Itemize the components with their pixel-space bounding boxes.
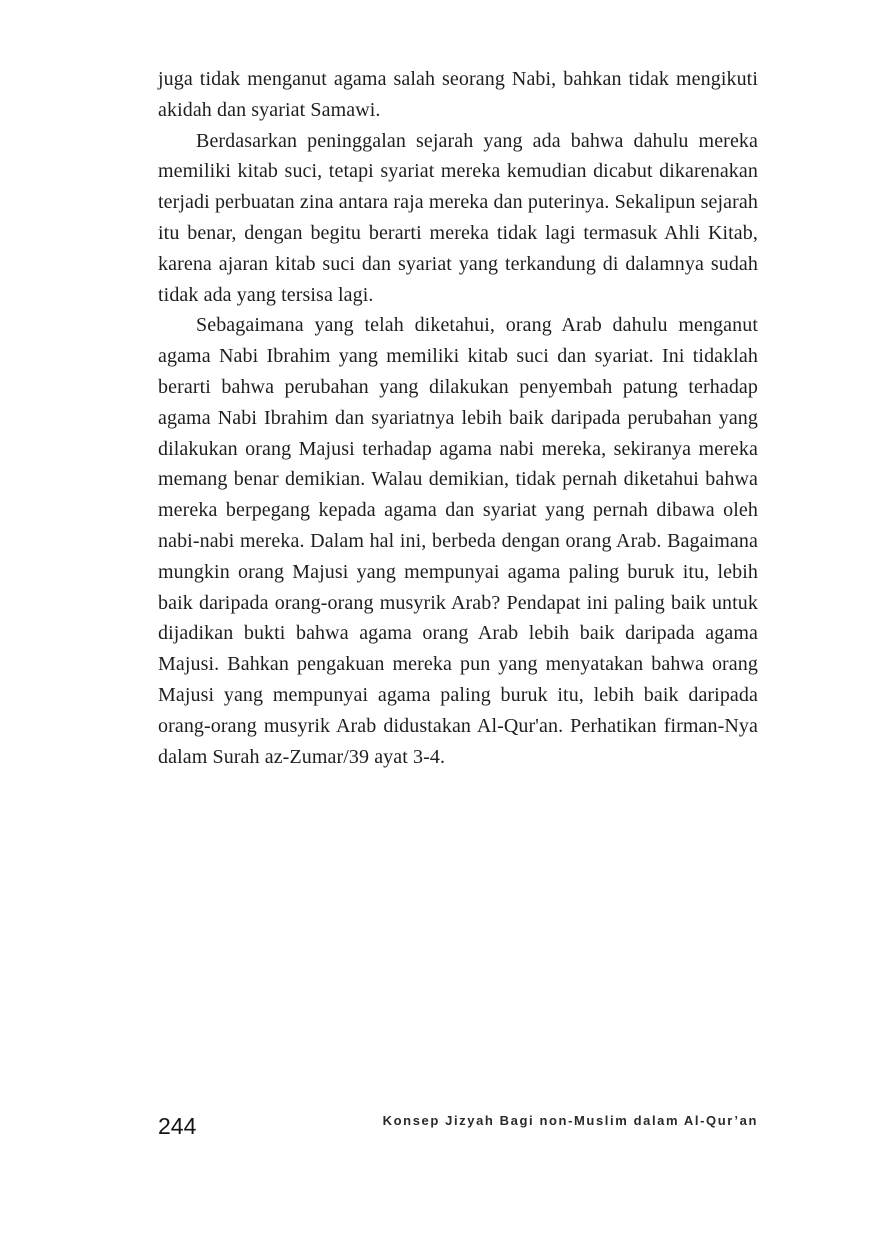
page-number: 244 [158, 1113, 197, 1139]
body-paragraph: Berdasarkan peninggalan sejarah yang ada bahwa dahulu mereka memiliki kitab suci, tetapi syariat mereka kemudian dicabut dikarenakan terjadi perbuatan zina antara raja mereka dan puterinya. Sekalipun sejarah itu benar, dengan begitu berarti mereka tidak lagi termasuk Ahli Kitab, karena ajaran kitab suci dan syariat yang terkandung di dalamnya sudah tidak ada yang tersisa lagi. [158, 129, 758, 306]
body-paragraph: Sebagaimana yang telah diketahui, orang Arab dahulu menganut agama Nabi Ibrahim yang memiliki kitab suci dan syariat. Ini tidaklah berarti bahwa perubahan yang dilakukan penyembah patung terhadap agama Nabi Ibrahim dan syariatnya lebih baik daripada perubahan yang dilakukan orang Majusi terhadap agama nabi mereka, sekiranya mereka memang benar demikian. Walau demikian, tidak pernah diketahui bahwa mereka berpegang kepada agama dan syariat yang pernah dibawa oleh nabi-nabi mereka. Dalam hal ini, berbeda dengan orang Arab. Bagaimana mungkin orang Majusi yang mempunyai agama paling buruk itu, lebih baik daripada orang-orang musyrik Arab? Pendapat ini paling baik untuk dijadikan bukti bahwa agama orang Arab lebih baik daripada agama Majusi. Bahkan pengakuan mereka pun yang menyatakan bahwa orang Majusi yang mempunyai agama paling buruk itu, lebih baik daripada orang-orang musyrik Arab didustakan Al-Qur'an. Perhatikan firman-Nya dalam Surah az-Zumar/39 ayat 3-4. [158, 314, 758, 768]
body-text [158, 64, 758, 772]
page-footer [158, 1108, 758, 1138]
body-paragraph: juga tidak menganut agama salah seorang Nabi, bahkan tidak mengikuti akidah dan syariat Samawi. [158, 68, 758, 121]
running-footer-title: Konsep Jizyah Bagi non-Muslim dalam Al-Qur’an [382, 1113, 758, 1128]
